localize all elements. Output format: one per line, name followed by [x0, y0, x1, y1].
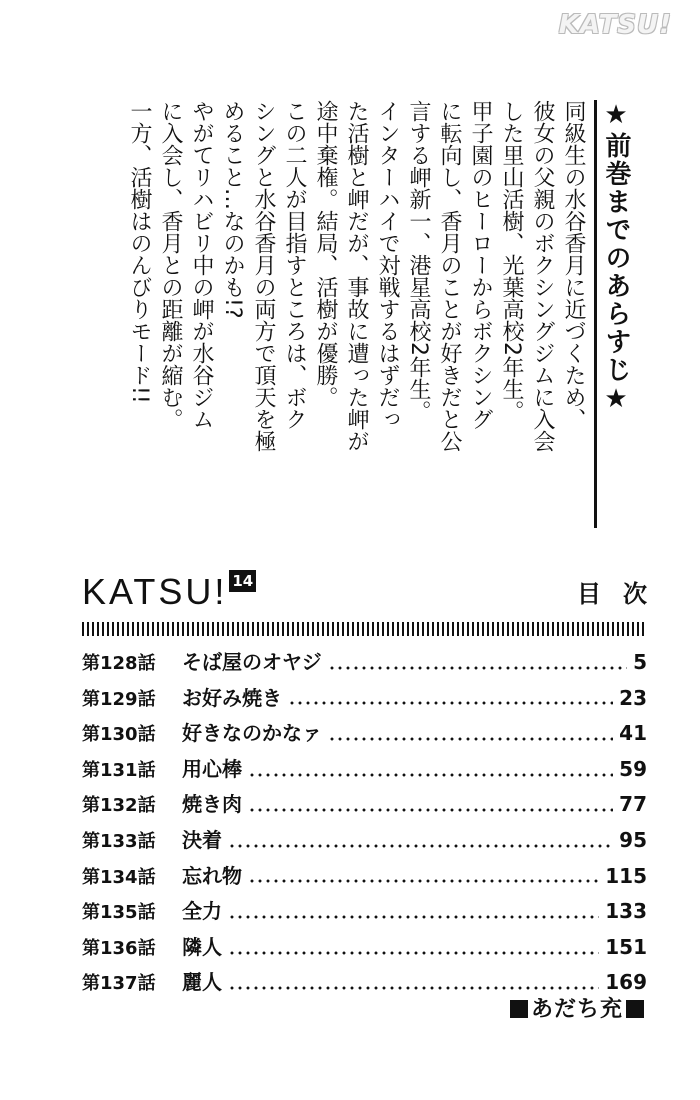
- synopsis-line: めること…なのかも!?: [220, 100, 245, 319]
- synopsis-section: [80, 100, 635, 528]
- chapter-title: お好み焼き: [182, 685, 282, 710]
- leader-dots: [228, 951, 599, 955]
- chapter-title: 全力: [182, 899, 222, 924]
- toc-header: [82, 568, 669, 612]
- chapter-number: 第134話: [82, 866, 156, 888]
- toc-title: 目次: [577, 580, 669, 608]
- toc-entry: [82, 646, 647, 682]
- synopsis-line: た活樹と岬だが、事故に遭った岬が: [344, 100, 369, 452]
- chapter-number: 第129話: [82, 688, 156, 710]
- toc-entry: [82, 824, 647, 860]
- chapter-page: 115: [605, 863, 647, 888]
- leader-dots: [328, 666, 627, 670]
- toc-logo-text: KATSU!: [82, 571, 228, 612]
- leader-dots: [228, 915, 599, 919]
- volume-badge: 14: [229, 570, 256, 592]
- leader-dots: [228, 844, 613, 848]
- chapter-page: 95: [619, 827, 647, 852]
- chapter-page: 5: [633, 650, 647, 674]
- chapter-number: 第128話: [82, 653, 156, 674]
- synopsis-line: シングと水谷香月の両方で頂天を極: [251, 100, 276, 452]
- chapter-title: そば屋のオヤジ: [182, 650, 322, 674]
- synopsis-line: インターハイで対戦するはずだっ: [375, 100, 400, 430]
- chapter-title: 決着: [182, 827, 222, 852]
- chapter-number: 第135話: [82, 902, 156, 924]
- synopsis-line: 彼女の父親のボクシングジムに入会: [530, 100, 555, 452]
- leader-dots: [228, 986, 599, 990]
- synopsis-line: に転向し、香月のことが好きだと公: [437, 100, 462, 452]
- corner-logo: KATSU!: [558, 10, 672, 40]
- toc-divider: [82, 622, 647, 636]
- leader-dots: [248, 808, 613, 812]
- chapter-number: 第137話: [82, 973, 156, 995]
- chapter-page: 169: [605, 970, 647, 995]
- chapter-title: 忘れ物: [182, 863, 242, 888]
- chapter-page: 133: [605, 899, 647, 924]
- synopsis-line: 言する岬新一、港星高校2年生。: [406, 100, 431, 422]
- synopsis-line: 途中棄権。結局、活樹が優勝。: [313, 100, 338, 408]
- toc-entry: [82, 682, 647, 718]
- synopsis-line: 甲子園のヒーローからボクシング: [468, 100, 493, 430]
- toc-list: [82, 646, 647, 1002]
- synopsis-line: 一方、活樹はのんびりモード!!: [127, 100, 152, 404]
- synopsis-line: 同級生の水谷香月に近づくため、: [561, 100, 586, 430]
- synopsis-line: に入会し、香月との距離が縮む。: [158, 100, 183, 430]
- chapter-title: 麗人: [182, 970, 222, 995]
- leader-dots: [248, 773, 613, 777]
- synopsis-line: この二人が目指すところは、ボク: [282, 100, 307, 430]
- chapter-page: 151: [605, 934, 647, 959]
- synopsis-title: ★前巻までのあらすじ★: [594, 100, 635, 528]
- chapter-number: 第133話: [82, 830, 156, 852]
- chapter-number: 第131話: [82, 759, 156, 781]
- chapter-title: 焼き肉: [182, 792, 242, 817]
- chapter-number: 第130話: [82, 724, 156, 746]
- chapter-title: 用心棒: [182, 756, 242, 781]
- toc-entry: [82, 860, 647, 896]
- toc-entry: [82, 717, 647, 753]
- chapter-page: 23: [619, 685, 647, 710]
- chapter-number: 第136話: [82, 937, 156, 959]
- synopsis-line: した里山活樹、光葉高校2年生。: [499, 100, 524, 422]
- leader-dots: [248, 879, 599, 883]
- chapter-title: 隣人: [182, 934, 222, 959]
- chapter-page: 41: [619, 721, 647, 746]
- toc-logo: [82, 570, 256, 613]
- chapter-page: 59: [619, 756, 647, 781]
- toc-entry: [82, 753, 647, 789]
- synopsis-body: [124, 100, 589, 528]
- chapter-page: 77: [619, 792, 647, 817]
- chapter-title: 好きなのかなァ: [182, 721, 322, 746]
- toc-entry: [82, 788, 647, 824]
- synopsis-line: やがてリハビリ中の岬が水谷ジム: [189, 100, 214, 430]
- leader-dots: [288, 701, 613, 705]
- chapter-number: 第132話: [82, 795, 156, 817]
- toc-entry: [82, 931, 647, 967]
- author-credit: あだち充: [507, 992, 647, 1023]
- toc-entry: [82, 895, 647, 931]
- leader-dots: [328, 737, 613, 741]
